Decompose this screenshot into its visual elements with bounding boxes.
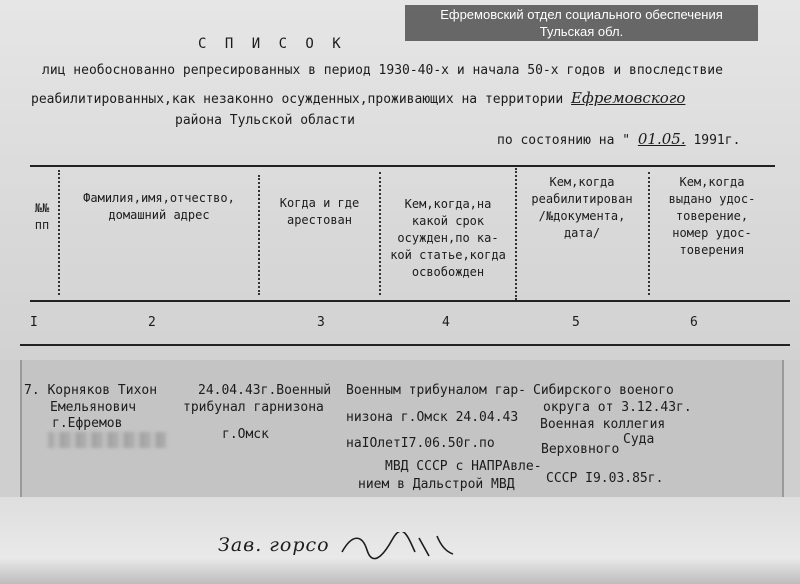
entry-arrest-line-2: трибунал гарнизона	[183, 400, 324, 415]
column-number-2: 2	[148, 315, 156, 330]
date-prefix: по состоянию на "	[497, 133, 631, 148]
image-caption	[405, 5, 758, 41]
column-header-4: Кем,когда,на какой срок осужден,по ка- кой статье,когда освобожден	[390, 197, 506, 279]
entry-sentence-line-1: Военным трибуналом гар-	[346, 383, 527, 398]
entry-sentence-line-4: МВД СССР с НАПРАвле-	[385, 459, 542, 474]
handwritten-signature	[218, 532, 457, 560]
column-header-6: Кем,когда выдано удос- товерение, номер удос- товерения	[668, 175, 756, 257]
entry-rehab-line-4: Суда	[623, 432, 655, 447]
column-number-1: I	[30, 315, 38, 330]
table-header-rule	[30, 300, 790, 302]
header-line-1: лиц необоснованно репресированных в период 1930-40-х и начала 50-х годов и впоследствие	[42, 63, 723, 78]
table-numbers-rule	[20, 344, 790, 346]
entry-sentence-line-2: низона г.Омск 24.04.43	[346, 410, 519, 425]
column-separator	[515, 168, 517, 300]
signature-text: Зав. горсо	[218, 534, 330, 556]
document-title: С П И С О К	[198, 36, 346, 52]
column-header-3: Когда и где арестован	[279, 196, 360, 227]
entry-arrest-line-1: 24.04.43г.Военный	[198, 383, 332, 398]
column-header-2: Фамилия,имя,отчество, домашний адрес	[83, 191, 235, 222]
date-year: 1991г.	[693, 133, 741, 148]
header-line-2	[31, 89, 685, 107]
entry-patronymic: Емельянович	[50, 400, 137, 415]
column-separator	[648, 172, 650, 295]
caption-line-1: Ефремовский отдел социального обеспечения	[440, 7, 723, 22]
entry-address: г.Ефремов	[52, 416, 123, 431]
column-number-4: 4	[442, 315, 450, 330]
column-separator	[258, 175, 260, 295]
entry-rehab-line-1: Сибирского военого	[533, 383, 674, 398]
entry-sentence-line-5: нием в Дальстрой МВД	[358, 477, 515, 492]
entry-rehab-line-5: Верховного	[541, 442, 620, 457]
header-line-2-text: реабилитированных,как незаконно осужденных,проживающих на территории	[31, 92, 564, 107]
column-number-6: 6	[690, 315, 698, 330]
handwritten-district: Ефремовского	[571, 89, 686, 107]
column-separator	[58, 170, 60, 295]
entry-number-name: 7. Корняков Тихон	[24, 383, 158, 398]
header-date-line	[497, 130, 740, 148]
signature-scribble	[337, 532, 457, 560]
entry-rehab-line-3: Военная коллегия	[540, 417, 666, 432]
column-number-5: 5	[572, 315, 580, 330]
header-line-3: района Тульской области	[175, 113, 356, 128]
entry-rehab-line-2: округа от 3.12.43г.	[543, 400, 692, 415]
column-header-1: №№ пп	[34, 201, 50, 232]
redacted-address	[48, 432, 166, 448]
entry-arrest-line-3: г.Омск	[222, 427, 269, 442]
column-separator	[379, 172, 381, 295]
entry-rehab-line-6: СССР I9.03.85г.	[546, 471, 664, 486]
caption-line-2: Тульская обл.	[539, 24, 624, 39]
handwritten-date: 01.05.	[637, 130, 686, 148]
table-top-rule	[30, 165, 775, 167]
column-header-5: Кем,когда реабилитирован /№документа, дата/	[531, 175, 633, 240]
entry-sentence-line-3: наIОлетI7.06.50г.по	[346, 436, 495, 451]
column-number-3: 3	[317, 315, 325, 330]
